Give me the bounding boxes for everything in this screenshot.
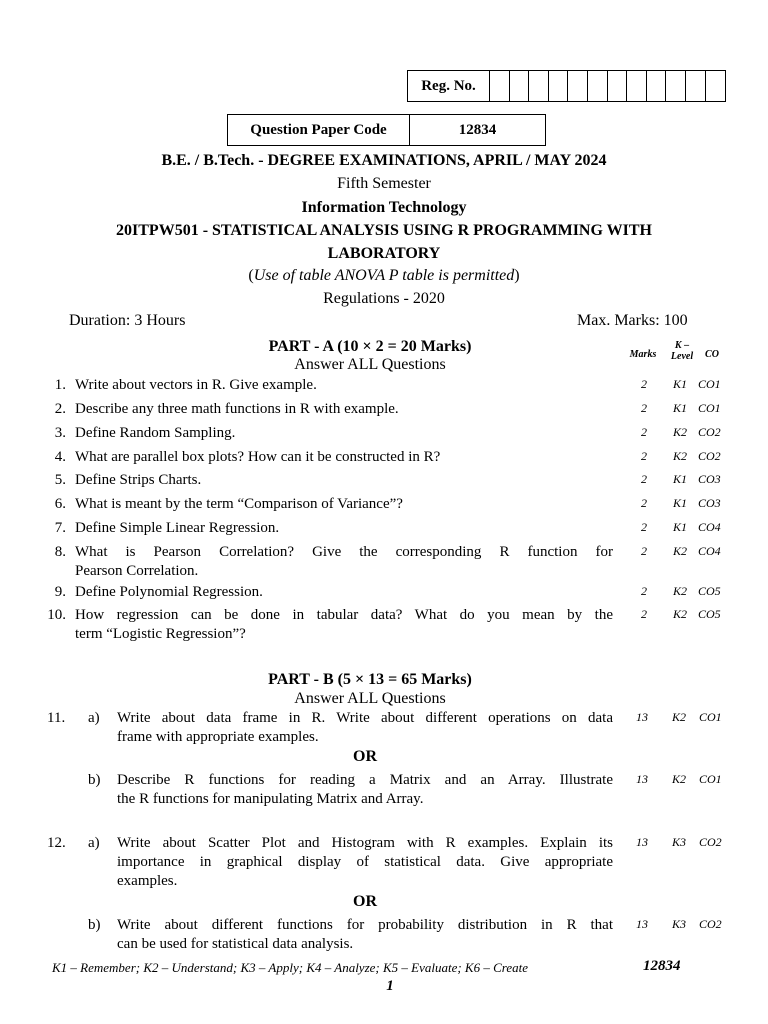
question-number: 10. — [47, 607, 66, 623]
question-marks: 2 — [641, 425, 647, 439]
or-separator: OR — [353, 748, 377, 765]
question-11a-label: a) — [88, 710, 100, 726]
question-text-line1: Write about vectors in R. Give example. — [75, 377, 317, 393]
question-number: 7. — [54, 520, 66, 536]
question-text-line1: What is meant by the term “Comparison of Variance”? — [75, 496, 403, 512]
question-k-level: K1 — [673, 377, 688, 391]
question-co: CO1 — [698, 377, 721, 391]
question-12a-label: a) — [88, 835, 100, 851]
question-text-line1: How regression can be done in tabular data? What do you mean by the — [75, 607, 613, 623]
question-co: CO5 — [698, 607, 721, 621]
or-separator: OR — [353, 893, 377, 910]
qp-code-label: Question Paper Code — [228, 115, 410, 145]
k-level-header-line1: K – — [674, 340, 690, 351]
question-11b-label: b) — [88, 772, 101, 788]
question-co: CO3 — [698, 496, 721, 510]
question-11a-text — [117, 709, 613, 747]
question-k-level: K1 — [673, 520, 688, 534]
question-marks: 2 — [641, 449, 647, 463]
question-co: CO2 — [698, 449, 721, 463]
question-number: 9. — [54, 584, 66, 600]
question-11b-k-level: K2 — [672, 772, 687, 786]
part-a-instruction: Answer ALL Questions — [294, 356, 446, 373]
question-12b-co: CO2 — [699, 917, 722, 931]
question-text — [75, 376, 613, 395]
question-k-level: K2 — [673, 607, 688, 621]
question-text-line1: Define Simple Linear Regression. — [75, 520, 280, 536]
question-12b-line2: can be used for statistical data analysis. — [117, 936, 354, 952]
question-11b-text — [117, 771, 613, 809]
question-text — [75, 424, 613, 443]
question-co: CO2 — [698, 425, 721, 439]
note-paren-close: ) — [514, 267, 520, 284]
question-12a-line1: Write about Scatter Plot and Histogram with R examples. Explain its — [117, 835, 613, 851]
question-k-level: K1 — [673, 472, 688, 486]
question-k-level: K1 — [673, 401, 688, 415]
question-marks: 2 — [641, 472, 647, 486]
question-co: CO4 — [698, 520, 721, 534]
table-permission-note — [0, 267, 768, 285]
question-11-number: 11. — [47, 710, 66, 726]
reg-no-cell — [706, 71, 726, 101]
question-marks: 2 — [641, 584, 647, 598]
question-text-line1: What is Pearson Correlation? Give the corresponding R function for — [75, 544, 613, 560]
max-marks: Max. Marks: 100 — [577, 312, 688, 329]
question-11a-k-level: K2 — [672, 710, 687, 724]
question-text — [75, 471, 613, 490]
question-12a-text — [117, 834, 613, 891]
question-11b-line1: Describe R functions for reading a Matrix and an Array. Illustrate — [117, 772, 613, 788]
semester: Fifth Semester — [337, 175, 431, 192]
note-text: Use of table ANOVA P table is permitted — [253, 267, 515, 284]
question-co: CO3 — [698, 472, 721, 486]
k-level-column-header — [665, 340, 699, 362]
question-11a-marks: 13 — [636, 710, 648, 724]
question-12a-marks: 13 — [636, 835, 648, 849]
question-text — [75, 448, 613, 467]
question-co: CO5 — [698, 584, 721, 598]
question-12b-k-level: K3 — [672, 917, 687, 931]
question-12b-line1: Write about different functions for probability distribution in R that — [117, 917, 613, 933]
department: Information Technology — [301, 199, 467, 216]
question-number: 8. — [54, 544, 66, 560]
qp-code-value: 12834 — [458, 121, 497, 138]
reg-no-cell — [686, 71, 706, 101]
reg-no-cell — [647, 71, 667, 101]
reg-no-cell — [510, 71, 530, 101]
reg-no-cell — [529, 71, 549, 101]
question-marks: 2 — [641, 377, 647, 391]
question-11a-line2: frame with appropriate examples. — [117, 729, 319, 745]
question-text-line1: Define Random Sampling. — [75, 425, 236, 441]
question-text-line1: Describe any three math functions in R with example. — [75, 401, 399, 417]
question-number: 6. — [54, 496, 66, 512]
reg-no-cell — [608, 71, 628, 101]
question-marks: 2 — [641, 544, 647, 558]
question-text — [75, 400, 613, 419]
question-text — [75, 606, 613, 644]
question-12b-label: b) — [88, 917, 101, 933]
question-number: 3. — [54, 425, 66, 441]
course-title-line1: 20ITPW501 - STATISTICAL ANALYSIS USING R PROGRAMMING WITH — [116, 222, 652, 239]
footer-paper-code: 12834 — [643, 958, 681, 974]
question-12b-text — [117, 916, 613, 954]
question-12a-k-level: K3 — [672, 835, 687, 849]
question-co: CO1 — [698, 401, 721, 415]
reg-no-label: Reg. No. — [408, 71, 490, 101]
question-paper-code-box — [227, 114, 546, 146]
question-11a-co: CO1 — [699, 710, 722, 724]
marks-column-header: Marks — [629, 349, 657, 360]
reg-no-cell — [568, 71, 588, 101]
question-text — [75, 519, 613, 538]
page-number: 1 — [386, 978, 394, 994]
reg-no-cell — [490, 71, 510, 101]
question-text-line1: Define Polynomial Regression. — [75, 584, 263, 600]
question-12a-line2: importance in graphical display of statistical data. Give appropriate — [117, 854, 613, 870]
question-marks: 2 — [641, 496, 647, 510]
co-column-header: CO — [705, 349, 719, 360]
question-text — [75, 495, 613, 514]
question-marks: 2 — [641, 520, 647, 534]
question-marks: 2 — [641, 401, 647, 415]
question-text-line2: Pearson Correlation. — [75, 563, 199, 579]
question-marks: 2 — [641, 607, 647, 621]
question-number: 2. — [54, 401, 66, 417]
duration: Duration: 3 Hours — [69, 312, 186, 329]
question-k-level: K2 — [673, 425, 688, 439]
question-k-level: K2 — [673, 584, 688, 598]
k-level-legend: K1 – Remember; K2 – Understand; K3 – Apply; K4 – Analyze; K5 – Evaluate; K6 – Create — [52, 960, 529, 975]
question-12a-co: CO2 — [699, 835, 722, 849]
question-co: CO4 — [698, 544, 721, 558]
question-text-line2: term “Logistic Regression”? — [75, 626, 246, 642]
question-12a-line3: examples. — [117, 873, 178, 889]
k-level-header-line2: Level — [670, 351, 694, 362]
exam-title: B.E. / B.Tech. - DEGREE EXAMINATIONS, APRIL / MAY 2024 — [161, 152, 607, 169]
question-11b-line2: the R functions for manipulating Matrix and Array. — [117, 791, 424, 807]
question-k-level: K2 — [673, 449, 688, 463]
part-b-title: PART - B (5 × 13 = 65 Marks) — [268, 671, 472, 688]
question-11b-marks: 13 — [636, 772, 648, 786]
part-a-title: PART - A (10 × 2 = 20 Marks) — [268, 338, 472, 355]
question-k-level: K1 — [673, 496, 688, 510]
question-number: 4. — [54, 449, 66, 465]
reg-no-cell — [549, 71, 569, 101]
question-number: 5. — [54, 472, 66, 488]
question-11b-co: CO1 — [699, 772, 722, 786]
course-title-line2: LABORATORY — [327, 245, 441, 262]
question-11a-line1: Write about data frame in R. Write about different operations on data — [117, 710, 613, 726]
reg-no-cell — [588, 71, 608, 101]
part-b-instruction: Answer ALL Questions — [294, 690, 446, 707]
question-text-line1: Define Strips Charts. — [75, 472, 202, 488]
question-text — [75, 543, 613, 581]
question-number: 1. — [54, 377, 66, 393]
question-12-number: 12. — [47, 835, 66, 851]
question-text-line1: What are parallel box plots? How can it be constructed in R? — [75, 449, 441, 465]
question-text — [75, 583, 613, 602]
question-12b-marks: 13 — [636, 917, 648, 931]
question-k-level: K2 — [673, 544, 688, 558]
reg-no-cell — [666, 71, 686, 101]
reg-no-cell — [627, 71, 647, 101]
note-paren-open: ( — [248, 267, 254, 284]
regulations: Regulations - 2020 — [323, 290, 445, 307]
reg-no-box — [407, 70, 726, 102]
